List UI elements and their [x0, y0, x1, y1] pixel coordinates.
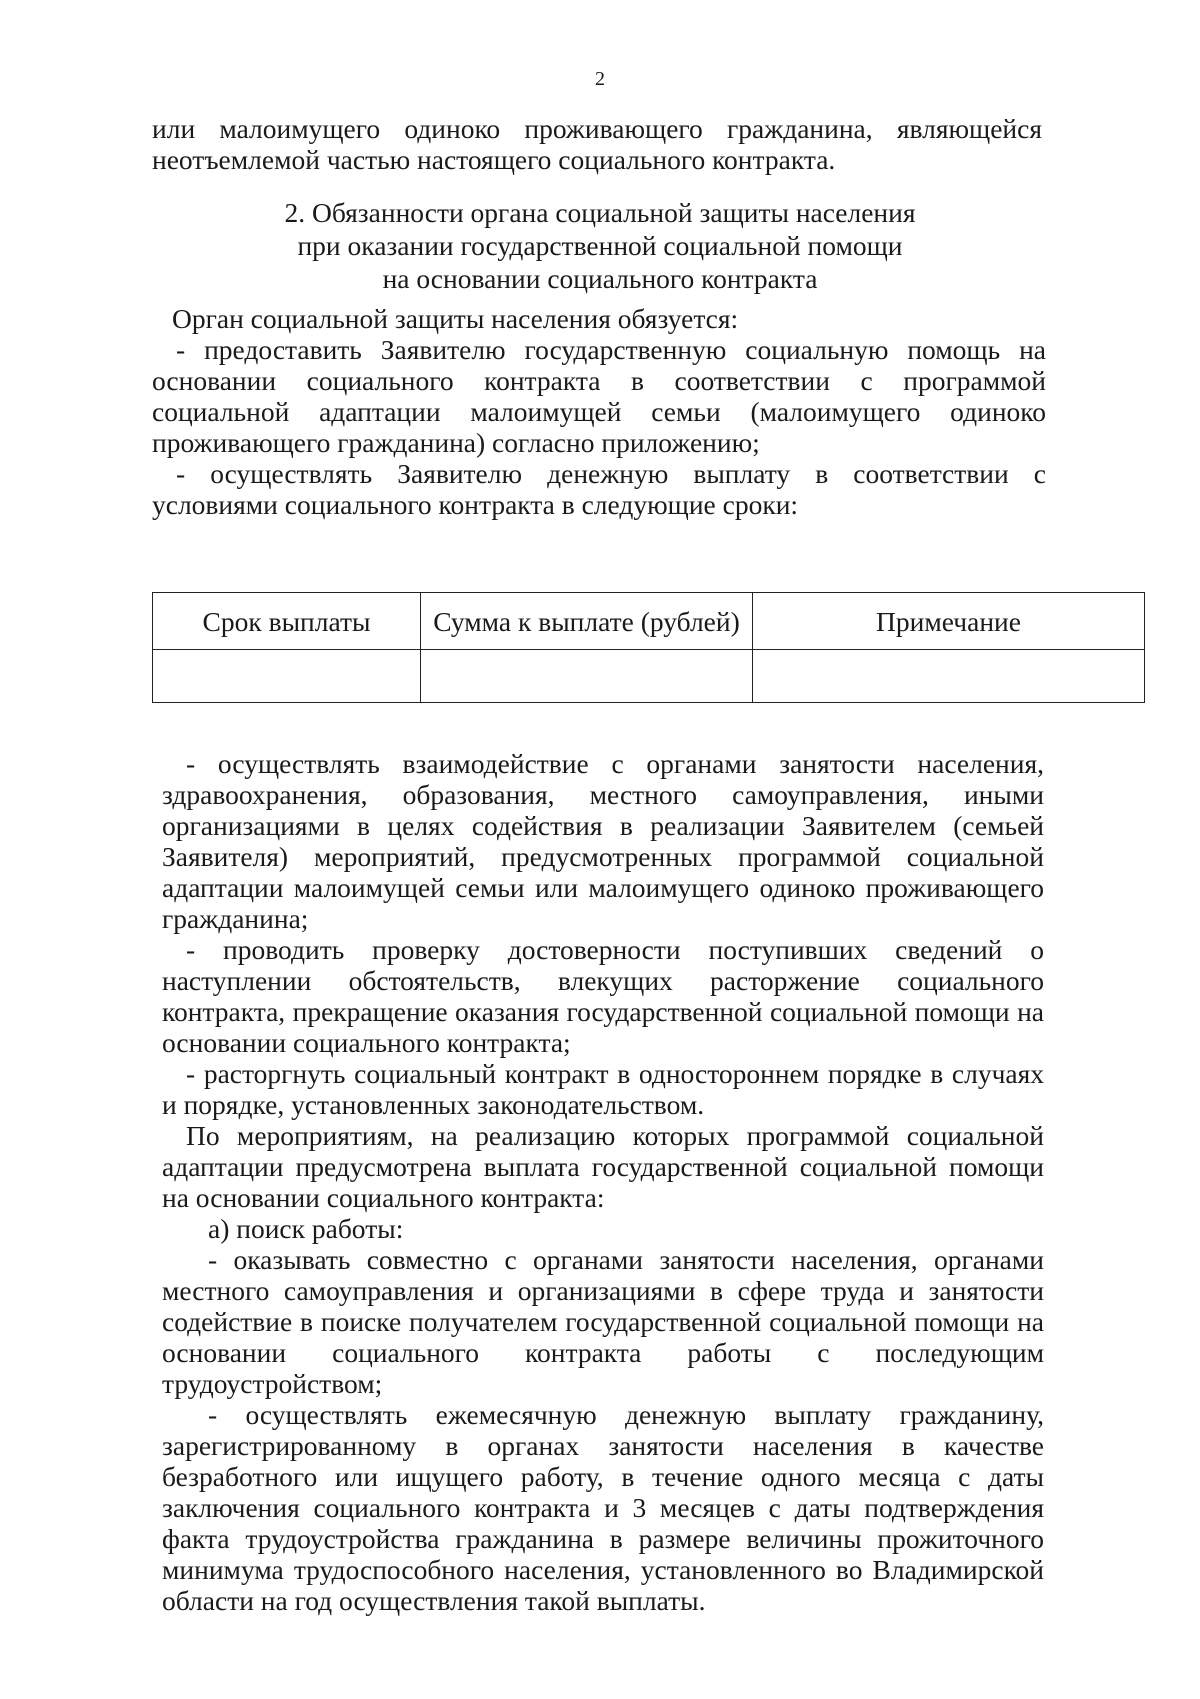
obligations-intro-block	[152, 303, 1046, 520]
obligation-item-provide-assistance: - предоставить Заявителю государственную социальную помощь на основании социального контракта в соответствии с программой социальной адаптации малоимущей семьи (малоимущего одиноко проживающего гражданина) согласно приложению;	[152, 334, 1046, 458]
table-cell-payment-date	[153, 650, 421, 703]
obligations-lead: Орган социальной защиты населения обязуется:	[172, 303, 739, 334]
subsection-a-job-search: а) поиск работы:	[208, 1213, 404, 1244]
subsection-a-item-assist: - оказывать совместно с органами занятости населения, органами местного самоуправления и организациями в сфере труда и занятости содействие в поиске получателем государственной социальной помощи на основании социального контракта работы с последующим трудоустройством;	[162, 1244, 1044, 1399]
obligation-item-termination: - расторгнуть социальный контракт в одностороннем порядке в случаях и порядке, установленных законодательством.	[162, 1058, 1044, 1120]
table-row	[153, 650, 1145, 703]
section-heading-line-1: 2. Обязанности органа социальной защиты населения	[284, 197, 916, 228]
obligation-item-payment: - осуществлять Заявителю денежную выплату в соответствии с условиями социального контракта в следующие сроки:	[152, 458, 1046, 520]
obligations-continued-block	[162, 748, 1044, 1616]
obligation-item-verification: - проводить проверку достоверности поступивших сведений о наступлении обстоятельств, влекущих расторжение социального контракта, прекращение оказания государственной социальной помощи на основании социального контракта;	[162, 934, 1044, 1058]
intro-line-2: неотъемлемой частью настоящего социального контракта.	[152, 144, 836, 175]
table-cell-note	[753, 650, 1145, 703]
table-cell-payment-amount	[421, 650, 753, 703]
intro-paragraph	[152, 113, 1042, 175]
activities-intro: По мероприятиям, на реализацию которых программой социальной адаптации предусмотрена выплата государственной социальной помощи на основании социального контракта:	[162, 1120, 1044, 1213]
section-heading-line-3: на основании социального контракта	[382, 263, 818, 294]
intro-line-1: или малоимущего одиноко проживающего гражданина, являющейся	[152, 113, 1042, 144]
subsection-a-item-monthly-payment: - осуществлять ежемесячную денежную выплату гражданину, зарегистрированному в органах занятости населения в качестве безработного или ищущего работу, в течение одного месяца с даты заключения социального контракта и 3 месяцев с даты подтверждения факта трудоустройства гражданина в размере величины прожиточного минимума трудоспособного населения, установленного во Владимирской области на год осуществления такой выплаты.	[162, 1399, 1044, 1616]
column-header-payment-amount: Сумма к выплате (рублей)	[421, 593, 753, 650]
section-heading	[160, 196, 1040, 295]
column-header-payment-date: Срок выплаты	[153, 593, 421, 650]
payment-schedule-table	[152, 592, 1145, 703]
page-number: 2	[595, 68, 605, 90]
table-header-row	[153, 593, 1145, 650]
section-heading-line-2: при оказании государственной социальной помощи	[297, 230, 903, 261]
column-header-note: Примечание	[753, 593, 1145, 650]
obligation-item-interaction: - осуществлять взаимодействие с органами занятости населения, здравоохранения, образования, местного самоуправления, иными организациями в целях содействия в реализации Заявителем (семьей Заявителя) мероприятий, предусмотренных программой социальной адаптации малоимущей семьи или малоимущего одиноко проживающего гражданина;	[162, 748, 1044, 934]
